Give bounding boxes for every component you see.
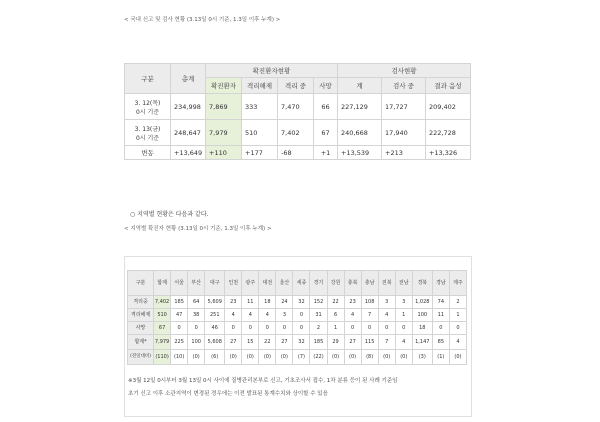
- table-cell: 0: [276, 322, 293, 335]
- table-cell: (7): [293, 350, 310, 365]
- table-cell: 24: [276, 296, 293, 309]
- header-gubun: 구분: [125, 64, 171, 94]
- header-test-total: 계: [338, 78, 382, 94]
- header-test-group: 검사현황: [338, 64, 471, 78]
- table-cell: 0: [242, 322, 259, 335]
- table-cell: (0): [276, 350, 293, 365]
- table-cell: (0): [344, 350, 361, 365]
- table-row: [125, 120, 471, 146]
- table-cell: 185: [171, 296, 188, 309]
- change-death: +1: [314, 146, 338, 160]
- cell-negative: 209,402: [426, 94, 471, 120]
- test-status-table: [124, 63, 471, 160]
- table-cell: 1: [449, 309, 466, 322]
- cell-released: 510: [242, 120, 278, 146]
- table-cell: 0: [188, 322, 205, 335]
- table-cell: 0: [171, 322, 188, 335]
- table-cell: 23: [344, 296, 361, 309]
- table-cell: 22: [327, 296, 344, 309]
- table-cell: 510: [154, 309, 171, 322]
- change-testing: +213: [382, 146, 426, 160]
- table-cell: 32: [293, 296, 310, 309]
- table-cell: 4: [344, 309, 361, 322]
- row-label: 사망: [128, 322, 154, 335]
- header-confirmed: 확진환자: [206, 78, 242, 94]
- region-header-cell: 대전: [259, 271, 276, 296]
- table-cell: (10): [171, 350, 188, 365]
- region-header-cell: 서울: [171, 271, 188, 296]
- table-cell: 0: [378, 322, 395, 335]
- table2-caption: < 지역별 확진자 현황 (3.13일 0시 기준, 1.3일 이후 누계) >: [124, 226, 272, 232]
- cell-testing: 17,727: [382, 94, 426, 120]
- region-header-cell: 경북: [412, 271, 432, 296]
- table-cell: (3): [412, 350, 432, 365]
- table-cell: 4: [225, 309, 242, 322]
- region-header-cell: 울산: [276, 271, 293, 296]
- change-label: 변동: [125, 146, 171, 160]
- region-header-cell: 부산: [188, 271, 205, 296]
- table-cell: 0: [344, 322, 361, 335]
- table-cell: 23: [225, 296, 242, 309]
- table-cell: 5,608: [205, 335, 225, 350]
- region-header-cell: 충북: [344, 271, 361, 296]
- table-cell: 100: [188, 335, 205, 350]
- note-line: ※3월 12일 0시부터 3월 13일 0시 사이에 질병관리본부로 신고, 기초조사서 접수, 1차 분류 등이 된 사례 기준임: [128, 378, 398, 384]
- table-row: [128, 322, 467, 335]
- change-released: +177: [242, 146, 278, 160]
- change-negative: +13,326: [426, 146, 471, 160]
- table-cell: 11: [432, 309, 449, 322]
- table-cell: 7,979: [154, 335, 171, 350]
- row-label: 격리해제: [128, 309, 154, 322]
- cell-confirmed: 7,869: [206, 94, 242, 120]
- table-cell: 0: [361, 322, 378, 335]
- cell-confirmed: 7,979: [206, 120, 242, 146]
- region-header-cell: 경기: [310, 271, 327, 296]
- table-cell: 225: [171, 335, 188, 350]
- change-total: +13,649: [171, 146, 206, 160]
- region-header-row: [128, 271, 467, 296]
- region-header-cell: 광주: [242, 271, 259, 296]
- region-table: [127, 270, 467, 365]
- table-cell: 11: [242, 296, 259, 309]
- header-released: 격리해제: [242, 78, 278, 94]
- cell-total: 248,647: [171, 120, 206, 146]
- cell-testing: 17,940: [382, 120, 426, 146]
- cell-test-total: 227,129: [338, 94, 382, 120]
- table-cell: 27: [225, 335, 242, 350]
- row-label: (전일대비): [128, 350, 154, 365]
- table-row: [128, 296, 467, 309]
- region-header-cell: 대구: [205, 271, 225, 296]
- table-cell: 15: [242, 335, 259, 350]
- region-header-cell: 구분: [128, 271, 154, 296]
- table-cell: 18: [412, 322, 432, 335]
- table-cell: 27: [276, 335, 293, 350]
- table-cell: (0): [259, 350, 276, 365]
- table-cell: 0: [293, 309, 310, 322]
- table-cell: 7: [378, 335, 395, 350]
- table-cell: 1,028: [412, 296, 432, 309]
- table-cell: 3: [395, 296, 412, 309]
- region-header-cell: 충남: [361, 271, 378, 296]
- table-cell: 32: [293, 335, 310, 350]
- cell-negative: 222,728: [426, 120, 471, 146]
- row-label: 합계*: [128, 335, 154, 350]
- table-cell: 185: [310, 335, 327, 350]
- table-cell: 251: [205, 309, 225, 322]
- header-negative: 결과 음성: [426, 78, 471, 94]
- table1-caption: < 국내 신고 및 검사 현황 (3.13일 0시 기준, 1.3일 이후 누계) >: [124, 17, 281, 23]
- table-cell: 4: [449, 335, 466, 350]
- table-cell: (0): [449, 350, 466, 365]
- table-cell: 7: [361, 309, 378, 322]
- table-cell: 4: [259, 309, 276, 322]
- table-cell: (0): [225, 350, 242, 365]
- table-cell: 46: [205, 322, 225, 335]
- table-cell: 64: [188, 296, 205, 309]
- table-cell: 85: [432, 335, 449, 350]
- table-cell: (1): [432, 350, 449, 365]
- table-row: [128, 309, 467, 322]
- row-label: 3. 13(금) 0시 기준: [125, 120, 171, 146]
- table-cell: 108: [361, 296, 378, 309]
- table-cell: 27: [344, 335, 361, 350]
- region-header-cell: 세종: [293, 271, 310, 296]
- table-cell: 29: [327, 335, 344, 350]
- table-row: [125, 94, 471, 120]
- table-cell: (8): [361, 350, 378, 365]
- table-cell: 6: [327, 309, 344, 322]
- region-header-cell: 경남: [432, 271, 449, 296]
- note-line: 초기 신고 이후 소관지역이 변경된 경우에는 이전 발표된 통계수치와 상이할 수 있음: [128, 391, 328, 397]
- table-cell: (0): [395, 350, 412, 365]
- region-header-cell: 전북: [378, 271, 395, 296]
- region-header-cell: 합계: [154, 271, 171, 296]
- table-cell: 1,147: [412, 335, 432, 350]
- table-cell: 0: [259, 322, 276, 335]
- cell-total: 234,998: [171, 94, 206, 120]
- change-confirmed: +110: [206, 146, 242, 160]
- region-header-cell: 전남: [395, 271, 412, 296]
- table-cell: 5,609: [205, 296, 225, 309]
- table-cell: 7,402: [154, 296, 171, 309]
- table-cell: (6): [205, 350, 225, 365]
- table-cell: (0): [188, 350, 205, 365]
- table-cell: 47: [171, 309, 188, 322]
- row-label: 격리중: [128, 296, 154, 309]
- cell-released: 333: [242, 94, 278, 120]
- table-cell: 4: [395, 335, 412, 350]
- table-cell: 74: [432, 296, 449, 309]
- bullet-text: ○ 지역별 현황은 다음과 같다.: [130, 211, 209, 218]
- table-cell: (110): [154, 350, 171, 365]
- table-cell: 67: [154, 322, 171, 335]
- table-cell: 0: [449, 322, 466, 335]
- table-cell: 100: [412, 309, 432, 322]
- header-isolated: 격리 중: [278, 78, 314, 94]
- cell-isolated: 7,470: [278, 94, 314, 120]
- region-header-cell: 강원: [327, 271, 344, 296]
- change-row: [125, 146, 471, 160]
- table-cell: 0: [293, 322, 310, 335]
- table-cell: 3: [276, 309, 293, 322]
- cell-death: 67: [314, 120, 338, 146]
- table-cell: 4: [378, 309, 395, 322]
- row-label: 3. 12(목) 0시 기준: [125, 94, 171, 120]
- table-cell: 1: [327, 322, 344, 335]
- table-cell: 152: [310, 296, 327, 309]
- table-cell: (0): [378, 350, 395, 365]
- region-header-cell: 인천: [225, 271, 242, 296]
- table-cell: 31: [310, 309, 327, 322]
- table-cell: 0: [395, 322, 412, 335]
- table-row: [128, 350, 467, 365]
- cell-death: 66: [314, 94, 338, 120]
- table-cell: 1: [395, 309, 412, 322]
- table-cell: 2: [310, 322, 327, 335]
- region-header-cell: 제주: [449, 271, 466, 296]
- header-testing: 검사 중: [382, 78, 426, 94]
- table-cell: 4: [242, 309, 259, 322]
- change-isolated: -68: [278, 146, 314, 160]
- table-cell: 18: [259, 296, 276, 309]
- table-cell: 115: [361, 335, 378, 350]
- table-cell: (0): [242, 350, 259, 365]
- header-total: 총계: [171, 64, 206, 94]
- table-cell: 22: [259, 335, 276, 350]
- table-cell: (0): [327, 350, 344, 365]
- table-cell: (22): [310, 350, 327, 365]
- table-cell: 3: [378, 296, 395, 309]
- cell-test-total: 240,668: [338, 120, 382, 146]
- table-row: [128, 335, 467, 350]
- header-confirmed-group: 확진환자현황: [206, 64, 338, 78]
- header-death: 사망: [314, 78, 338, 94]
- table-cell: 0: [225, 322, 242, 335]
- table-cell: 2: [449, 296, 466, 309]
- change-test-total: +13,539: [338, 146, 382, 160]
- table-cell: 38: [188, 309, 205, 322]
- table-cell: 0: [432, 322, 449, 335]
- cell-isolated: 7,402: [278, 120, 314, 146]
